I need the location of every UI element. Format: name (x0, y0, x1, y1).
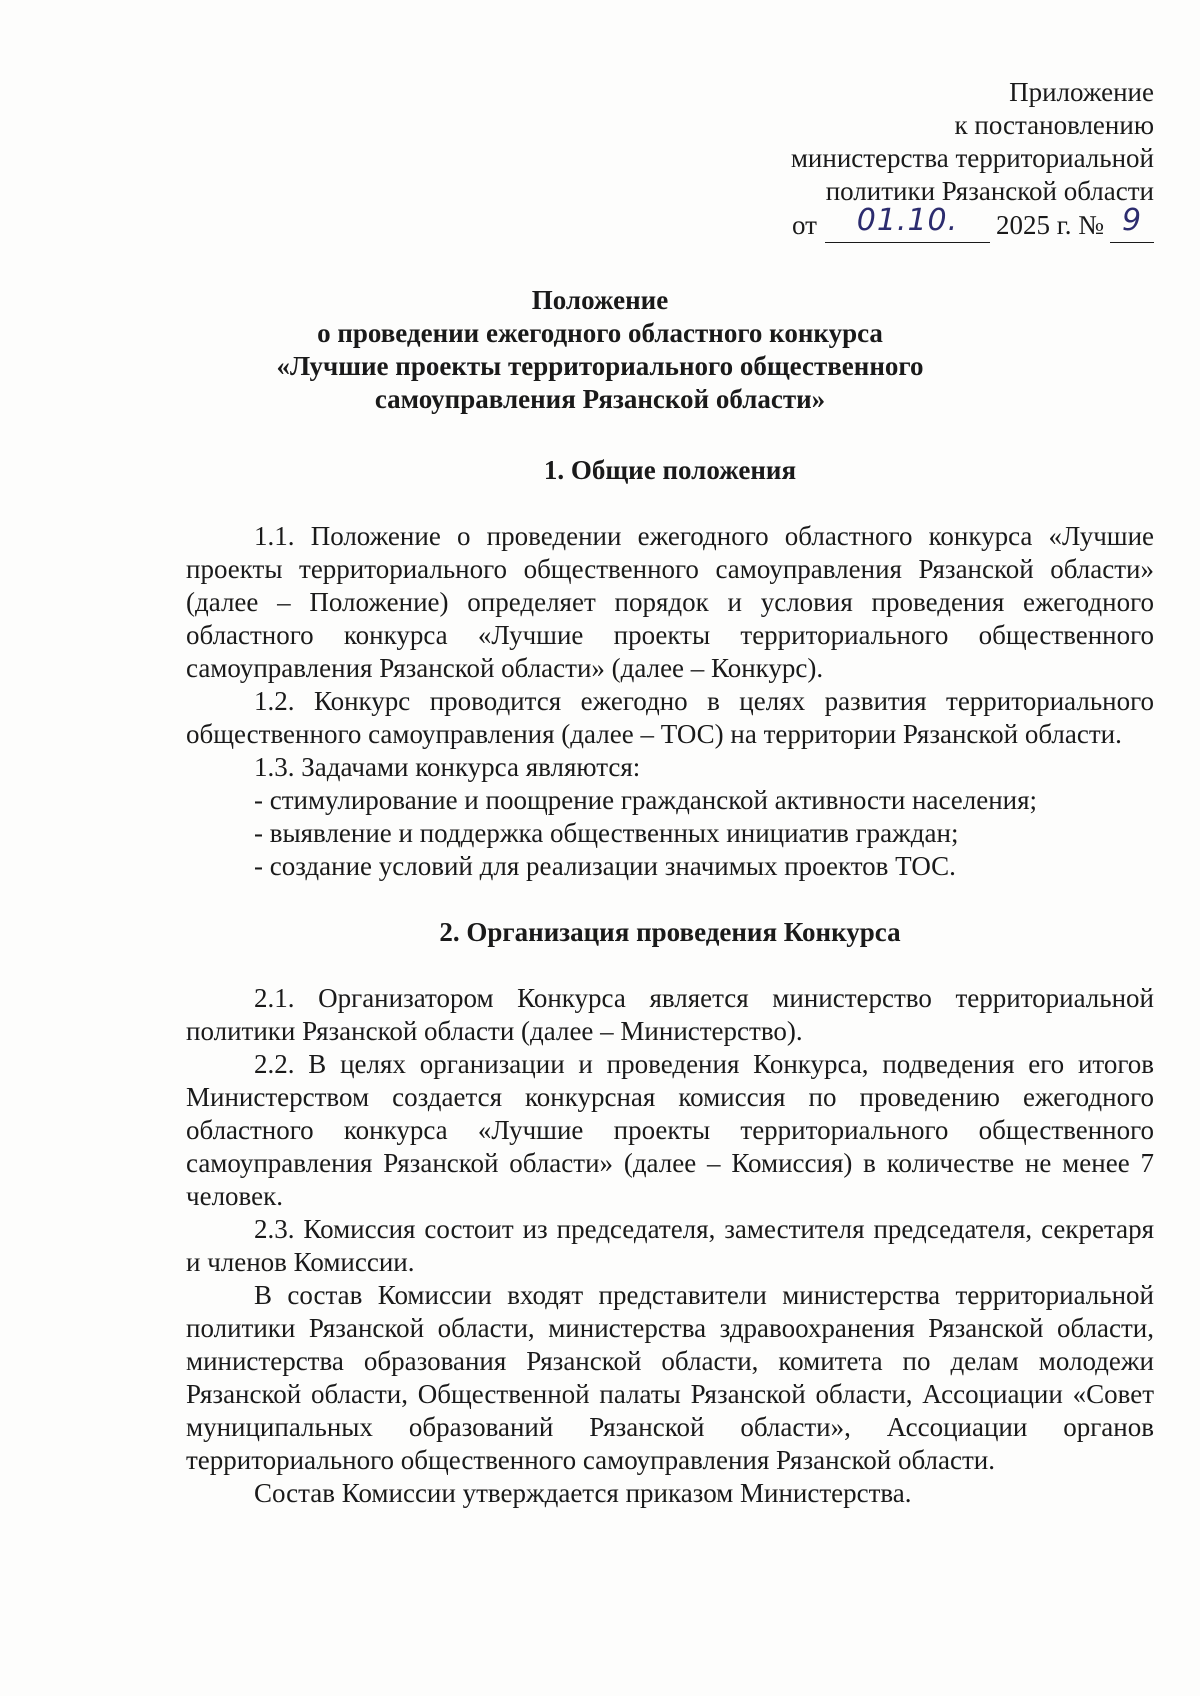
title-line: о проведении ежегодного областного конкурса (317, 318, 883, 348)
handwritten-date-field (825, 203, 990, 243)
appendix-header (791, 76, 1154, 243)
paragraph: 1.1. Положение о проведении ежегодного областного конкурса «Лучшие проекты территориального общественного самоуправления Рязанской области» (далее – Положение) определяет порядок и условия проведения ежегодного областного конкурса «Лучшие проекты территориального общественного самоуправления Рязанской области» (далее – Конкурс). (186, 521, 1154, 683)
appendix-line: Приложение (1009, 77, 1154, 107)
list-item: - создание условий для реализации значимых проектов ТОС. (254, 851, 956, 881)
list-item: - выявление и поддержка общественных инициатив граждан; (254, 818, 959, 848)
document-title (0, 284, 1200, 416)
paragraph: 2.1. Организатором Конкурса является министерство территориальной политики Рязанской области (далее – Министерство). (186, 983, 1154, 1046)
title-line: Положение (531, 285, 669, 315)
paragraph: 1.3. Задачами конкурса являются: (254, 752, 641, 782)
paragraph: 2.3. Комиссия состоит из председателя, заместителя председателя, секретаря и членов Комиссии. (186, 1214, 1154, 1277)
title-line: «Лучшие проекты территориального общественного (276, 351, 924, 381)
title-line: самоуправления Рязанской области» (374, 384, 826, 414)
handwritten-number: 9 (1121, 203, 1143, 238)
paragraph: 1.2. Конкурс проводится ежегодно в целях развития территориального общественного самоуправления (далее – ТОС) на территории Рязанской области. (186, 686, 1154, 749)
list-item: - стимулирование и поощрение гражданской активности населения; (254, 785, 1038, 815)
handwritten-date: 01.10. (856, 203, 959, 238)
appendix-date-line (791, 203, 1154, 243)
document-body (186, 454, 1154, 1510)
paragraph: Состав Комиссии утверждается приказом Министерства. (254, 1478, 912, 1508)
paragraph: В состав Комиссии входят представители министерства территориальной политики Рязанской области, министерства здравоохранения Рязанской области, министерства образования Рязанской области, комитета по делам молодежи Рязанской области, Общественной палаты Рязанской области, Ассоциации «Совет муниципальных образований Рязанской области», Ассоциации органов территориального общественного самоуправления Рязанской области. (186, 1280, 1154, 1475)
appendix-line: к постановлению (954, 110, 1154, 140)
section-heading: 2. Организация проведения Конкурса (439, 917, 901, 947)
appendix-line: политики Рязанской области (825, 176, 1154, 206)
date-prefix: от (792, 210, 817, 240)
paragraph: 2.2. В целях организации и проведения Конкурса, подведения его итогов Министерством создается конкурсная комиссия по проведению ежегодного областного конкурса «Лучшие проекты территориального общественного самоуправления Рязанской области» (далее – Комиссия) в количестве не менее 7 человек. (186, 1049, 1154, 1211)
appendix-line: министерства территориальной (790, 143, 1154, 173)
section-heading: 1. Общие положения (543, 455, 797, 485)
year-number-label: 2025 г. № (995, 210, 1104, 240)
handwritten-number-field (1110, 203, 1154, 243)
